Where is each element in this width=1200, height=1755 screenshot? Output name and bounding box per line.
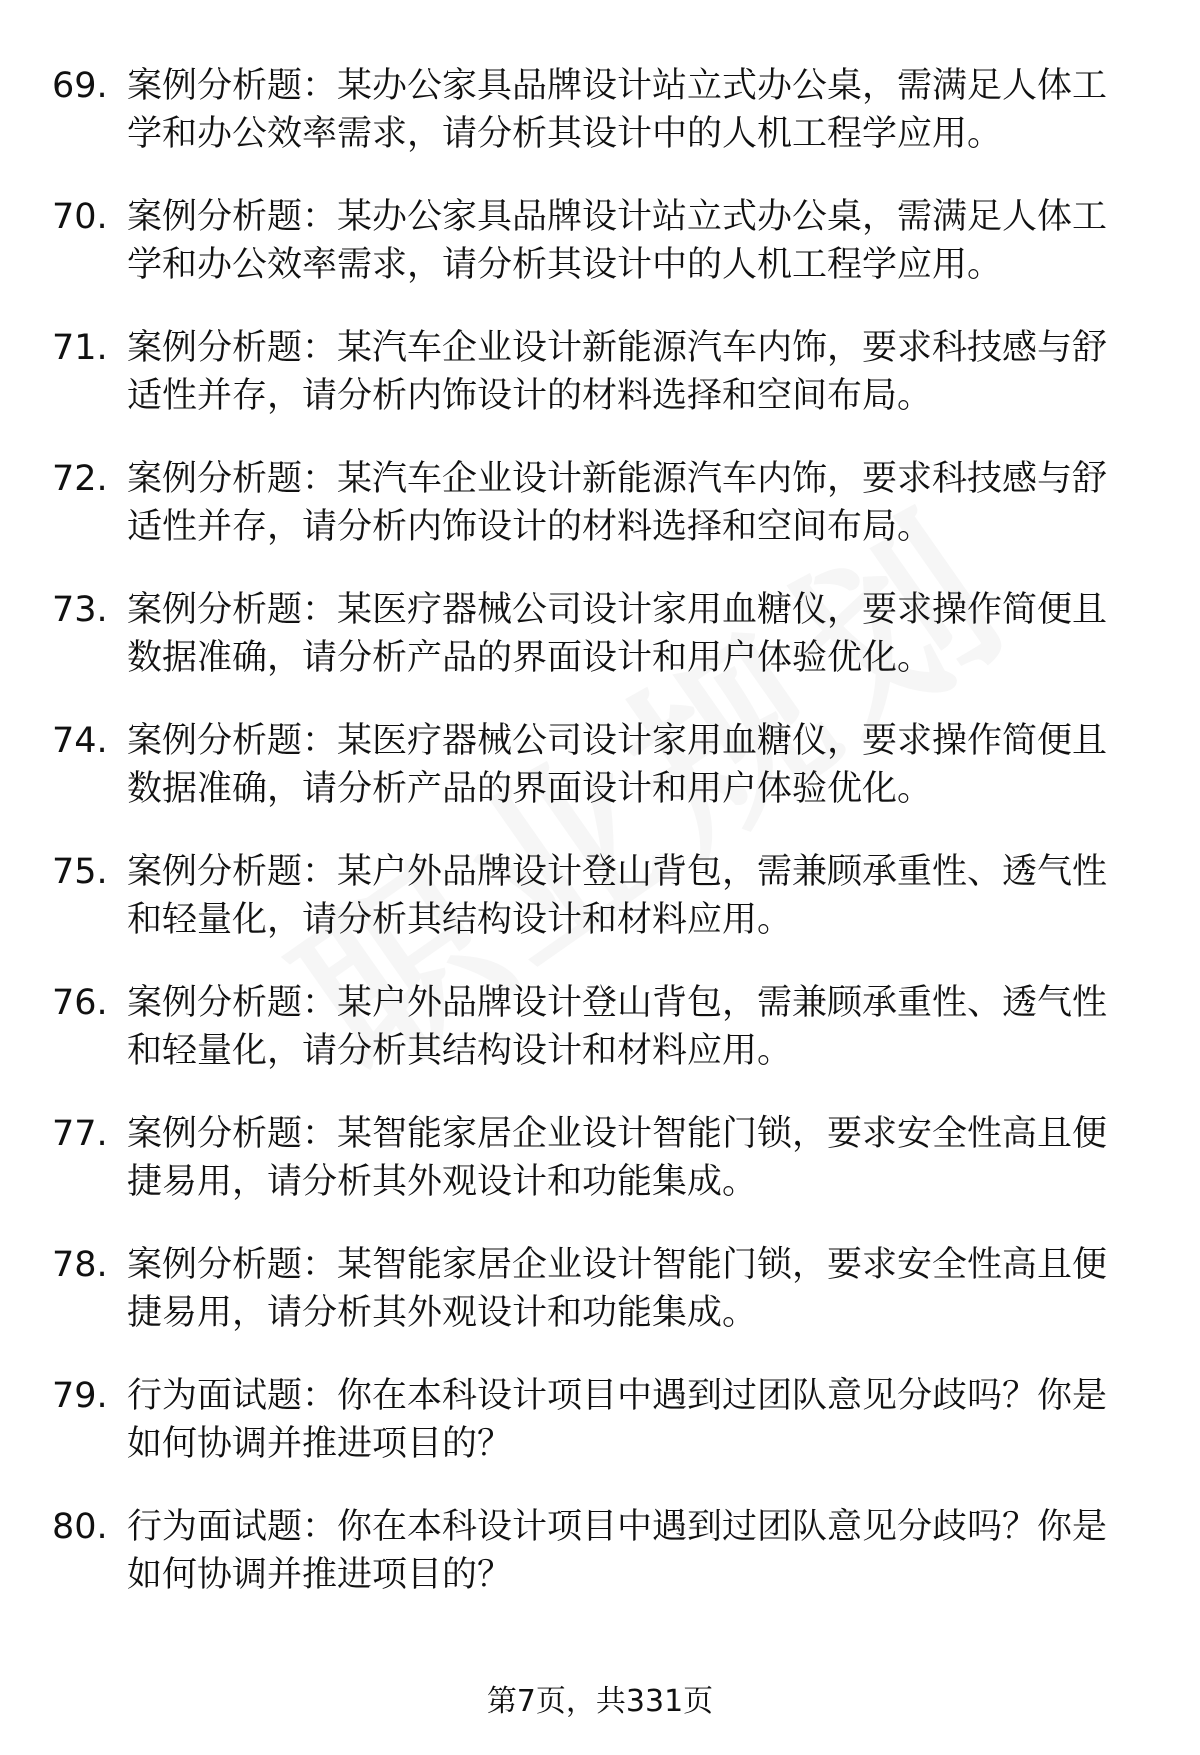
question-text: 案例分析题：某办公家具品牌设计站立式办公桌，需满足人体工学和办公效率需求，请分析其设计中的人机工程学应用。 bbox=[127, 66, 1108, 154]
question-item bbox=[0, 717, 1200, 848]
question-item bbox=[0, 848, 1200, 979]
page-footer: 第7页，共331页 bbox=[486, 1684, 714, 1719]
question-item bbox=[0, 455, 1200, 586]
question-text: 案例分析题：某户外品牌设计登山背包，需兼顾承重性、透气性和轻量化，请分析其结构设计和材料应用。 bbox=[127, 983, 1108, 1071]
question-number: 79. bbox=[52, 1376, 108, 1416]
question-item bbox=[0, 979, 1200, 1110]
question-item bbox=[0, 1241, 1200, 1372]
question-number: 70. bbox=[52, 197, 108, 237]
question-item bbox=[0, 586, 1200, 717]
question-number: 76. bbox=[52, 983, 108, 1023]
question-number: 71. bbox=[52, 328, 108, 368]
question-item bbox=[0, 1372, 1200, 1503]
question-number: 69. bbox=[52, 66, 108, 106]
question-number: 73. bbox=[52, 590, 108, 630]
question-number: 75. bbox=[52, 852, 108, 892]
question-text: 案例分析题：某办公家具品牌设计站立式办公桌，需满足人体工学和办公效率需求，请分析其设计中的人机工程学应用。 bbox=[127, 197, 1108, 285]
question-number: 78. bbox=[52, 1245, 108, 1285]
question-item bbox=[0, 62, 1200, 193]
question-number: 80. bbox=[52, 1507, 108, 1547]
question-number: 72. bbox=[52, 459, 108, 499]
question-text: 案例分析题：某户外品牌设计登山背包，需兼顾承重性、透气性和轻量化，请分析其结构设计和材料应用。 bbox=[127, 852, 1108, 940]
question-text: 案例分析题：某智能家居企业设计智能门锁，要求安全性高且便捷易用，请分析其外观设计和功能集成。 bbox=[127, 1114, 1108, 1202]
question-item bbox=[0, 193, 1200, 324]
question-text: 案例分析题：某汽车企业设计新能源汽车内饰，要求科技感与舒适性并存，请分析内饰设计的材料选择和空间布局。 bbox=[127, 328, 1108, 416]
question-item bbox=[0, 1110, 1200, 1241]
question-text: 案例分析题：某智能家居企业设计智能门锁，要求安全性高且便捷易用，请分析其外观设计和功能集成。 bbox=[127, 1245, 1108, 1333]
question-text: 案例分析题：某汽车企业设计新能源汽车内饰，要求科技感与舒适性并存，请分析内饰设计的材料选择和空间布局。 bbox=[127, 459, 1108, 547]
question-text: 案例分析题：某医疗器械公司设计家用血糖仪，要求操作简便且数据准确，请分析产品的界面设计和用户体验优化。 bbox=[127, 590, 1108, 678]
question-text: 行为面试题：你在本科设计项目中遇到过团队意见分歧吗？你是如何协调并推进项目的？ bbox=[127, 1376, 1108, 1464]
question-number: 74. bbox=[52, 721, 108, 761]
question-item bbox=[0, 324, 1200, 455]
question-item bbox=[0, 1503, 1200, 1634]
question-list bbox=[0, 62, 1200, 1634]
question-number: 77. bbox=[52, 1114, 108, 1154]
question-text: 行为面试题：你在本科设计项目中遇到过团队意见分歧吗？你是如何协调并推进项目的？ bbox=[127, 1507, 1108, 1595]
question-text: 案例分析题：某医疗器械公司设计家用血糖仪，要求操作简便且数据准确，请分析产品的界面设计和用户体验优化。 bbox=[127, 721, 1108, 809]
